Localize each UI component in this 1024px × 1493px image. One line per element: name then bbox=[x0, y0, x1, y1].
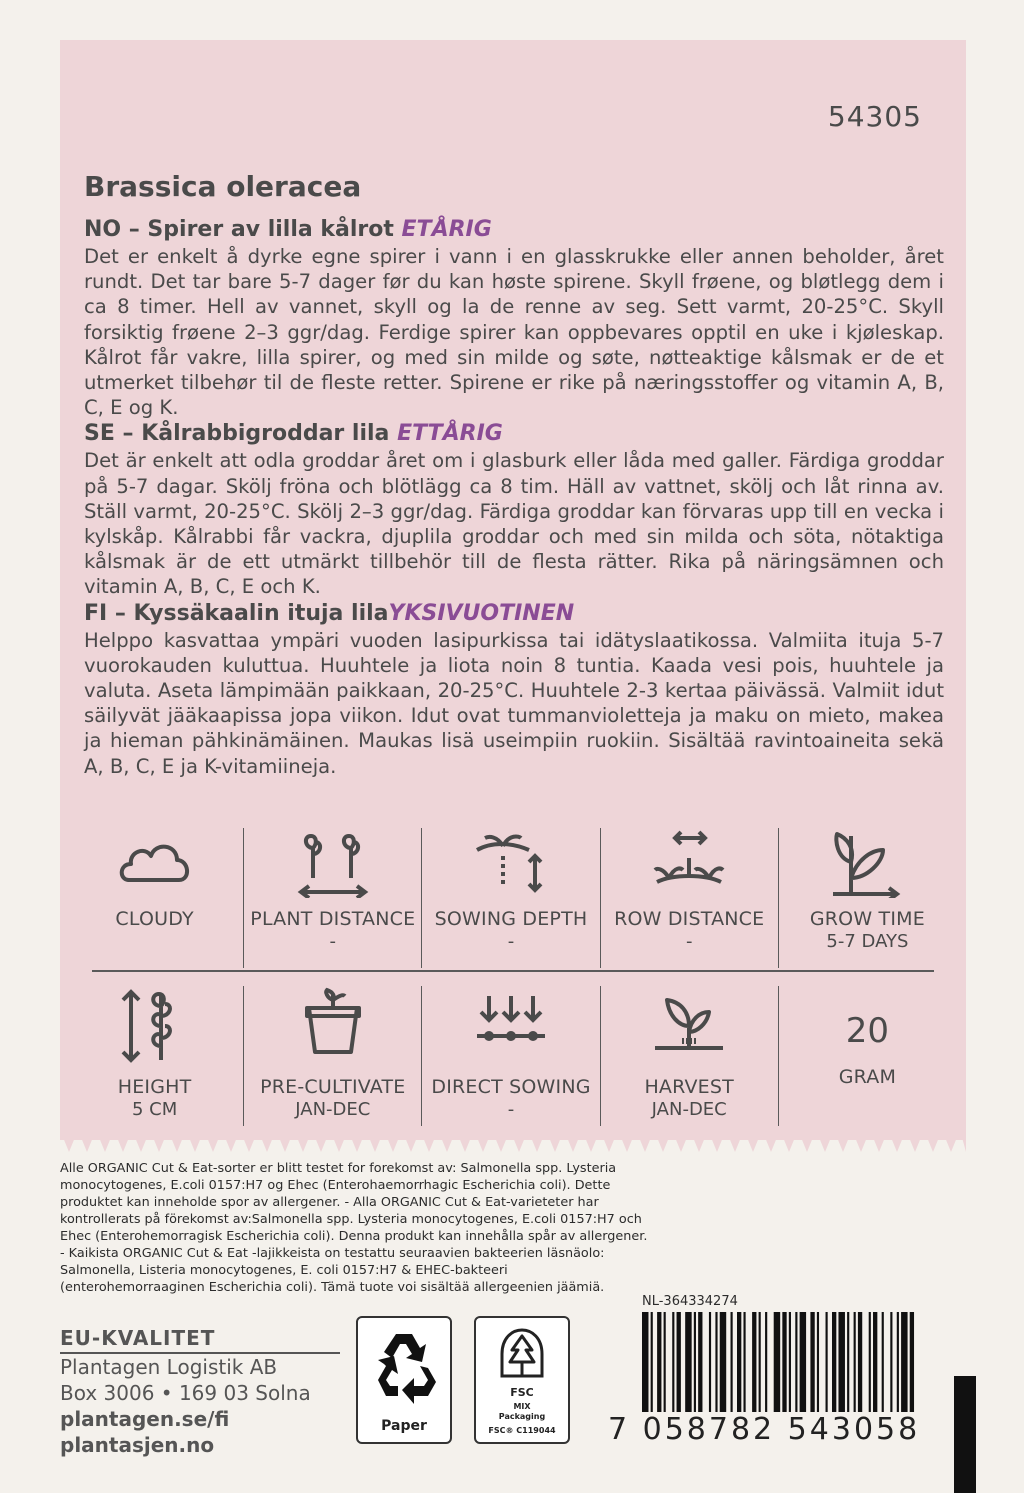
eu-quality: EU-KVALITET bbox=[60, 1326, 340, 1354]
fsc-name: FSC bbox=[510, 1386, 534, 1399]
nl-code: NL-364334274 bbox=[642, 1294, 738, 1309]
zigzag-edge bbox=[60, 1130, 966, 1154]
website-link[interactable]: plantasjen.no bbox=[60, 1433, 215, 1457]
lifecycle-tag: ETTÅRIG bbox=[397, 421, 503, 447]
icon-row-1 bbox=[66, 828, 956, 968]
fsc-mix: MIX bbox=[513, 1402, 531, 1411]
section-se bbox=[84, 420, 944, 599]
cloud-icon bbox=[115, 828, 195, 898]
recycle-icon bbox=[362, 1324, 446, 1414]
sender-info bbox=[60, 1326, 340, 1458]
cell-grow-time: GROW TIME 5-7 DAYS bbox=[779, 828, 956, 968]
plant-distance-icon bbox=[293, 828, 373, 898]
height-icon bbox=[115, 986, 195, 1066]
section-title: NO – Spirer av lilla kålrot ETÅRIG bbox=[84, 217, 492, 242]
seed-weight: 20 bbox=[845, 1011, 890, 1051]
pot-icon bbox=[293, 986, 373, 1066]
cell-plant-distance: PLANT DISTANCE - bbox=[244, 828, 422, 968]
section-fi bbox=[84, 600, 944, 779]
row-distance-icon bbox=[649, 828, 729, 898]
section-body: Det är enkelt att odla groddar året om i glasburk eller låda med galler. Färdiga groddar på 5-7 dagar. Skölj fröna och blötlägg ca 8 tim. Häll av vattnet, skölj och låt rinna av. Ställ varmt, 20-25°C. Skölj 2–3 ggr/dag. Färdiga groddar kan förvaras upp till en vecka i kylskåp. Kålrabbi får vackra, djuplila groddar och med sin milda och söta, nötaktiga kålsmak är de ett utmärkt tillbehör till de flesta rätter. Rika på näringsämnen och vitamin A, B, C, E och K. bbox=[84, 449, 944, 599]
cell-gram: 20 GRAM bbox=[779, 986, 956, 1126]
company-address: Box 3006 • 169 03 Solna bbox=[60, 1381, 311, 1405]
packet-edge-bar bbox=[954, 1376, 976, 1493]
section-title: FI – Kyssäkaalin ituja lilaYKSIVUOTINEN bbox=[84, 600, 575, 626]
sowing-depth-icon bbox=[471, 828, 551, 898]
harvest-icon bbox=[649, 986, 729, 1066]
direct-sowing-icon bbox=[471, 986, 551, 1066]
cell-direct-sowing: DIRECT SOWING - bbox=[422, 986, 600, 1126]
section-no bbox=[84, 216, 944, 420]
grow-time-icon bbox=[827, 828, 907, 898]
recycle-label: Paper bbox=[381, 1418, 427, 1434]
icon-row-2 bbox=[66, 986, 956, 1126]
fsc-packaging: Packaging bbox=[498, 1412, 546, 1421]
fsc-logo bbox=[474, 1316, 570, 1444]
lifecycle-tag: YKSIVUOTINEN bbox=[388, 600, 575, 626]
section-body: Det er enkelt å dyrke egne spirer i vann i en glasskrukke eller annen beholder, året rundt. Det tar bare 5-7 dager før du kan høste spirene. Skyll frøene, og bløtlegg dem i ca 8 timer. Hell av vannet, skyll og la de renne av seg. Sett varmt, 20-25°C. Skyll forsiktig frøene 2–3 ggr/dag. Ferdige spirer kan oppbevares opptil en uke i kjøleskap. Kålrot får vakre, lilla spirer, og med sin milde og søte, nøtteaktige kålsmak er de et utmerket tilbehør til de fleste retter. Spirene er rike på næringsstoffer og vitamin A, B, C, E og K. bbox=[84, 245, 944, 420]
cell-sowing-depth: SOWING DEPTH - bbox=[422, 828, 600, 968]
description-column bbox=[84, 216, 944, 779]
species-name: Brassica oleracea bbox=[84, 170, 362, 203]
website-link[interactable]: plantagen.se/fi bbox=[60, 1407, 230, 1431]
cell-pre-cultivate: PRE-CULTIVATE JAN-DEC bbox=[244, 986, 422, 1126]
lifecycle-tag: ETÅRIG bbox=[401, 217, 492, 242]
product-code: 54305 bbox=[827, 100, 922, 133]
allergen-disclaimer: Alle ORGANIC Cut & Eat-sorter er blitt testet for forekomst av: Salmonella spp. Lysteria monocytogenes, E.coli 0157:H7 og Ehec (Enterohaemorrhagic Escherichia coli). Dette produktet kan inneholde spor av allergener. - Alla ORGANIC Cut & Eat-varieteter har kontrollerats på förekomst av:Salmonella spp. Lysteria monocytogenes, E.coli 0157:H7 och Ehec (Enterohemorragisk Escherichia coli). Denna produkt kan innehålla spår av allergener. - Kaikista ORGANIC Cut & Eat -lajikkeista on testattu seuraavien bakteerien läsnäolo: Salmonella, Listeria monocytogenes, E. coli 0157:H7 & EHEC-bakteeri (enterohemorraaginen Escherichia coli). Tämä tuote voi sisältää allergeenien jäämiä. bbox=[60, 1161, 648, 1295]
cell-row-distance: ROW DISTANCE - bbox=[601, 828, 779, 968]
icon-divider bbox=[92, 970, 934, 972]
barcode-number: 7 058782 543058 bbox=[608, 1412, 921, 1447]
cell-harvest: HARVEST JAN-DEC bbox=[601, 986, 779, 1126]
section-body: Helppo kasvattaa ympäri vuoden lasipurkissa tai idätyslaatikossa. Valmiita ituja 5-7 vuorokauden kuluttua. Huuhtele ja liota noin 8 tuntia. Kaada vesi pois, huuhtele ja valuta. Aseta lämpimään paikkaan, 20-25°C. Huuhtele 2-3 kertaa päivässä. Valmiit idut säilyvät jääkaapissa jopa viikon. Idut ovat tummanvioletteja ja maku on mieto, makea ja hieman pähkinämäinen. Maukas lisä useimpiin ruokiin. Sisältää ravintoaineita sekä A, B, C, E ja K-vitamiineja. bbox=[84, 628, 944, 778]
company-name: Plantagen Logistik AB bbox=[60, 1355, 278, 1379]
cell-cloudy: CLOUDY bbox=[66, 828, 244, 968]
recycle-paper-logo bbox=[356, 1316, 452, 1444]
cell-height: HEIGHT 5 CM bbox=[66, 986, 244, 1126]
fsc-license: FSC® C119044 bbox=[488, 1426, 556, 1435]
section-title: SE – Kålrabbigroddar lila ETTÅRIG bbox=[84, 421, 503, 447]
fsc-tree-icon bbox=[492, 1324, 552, 1384]
